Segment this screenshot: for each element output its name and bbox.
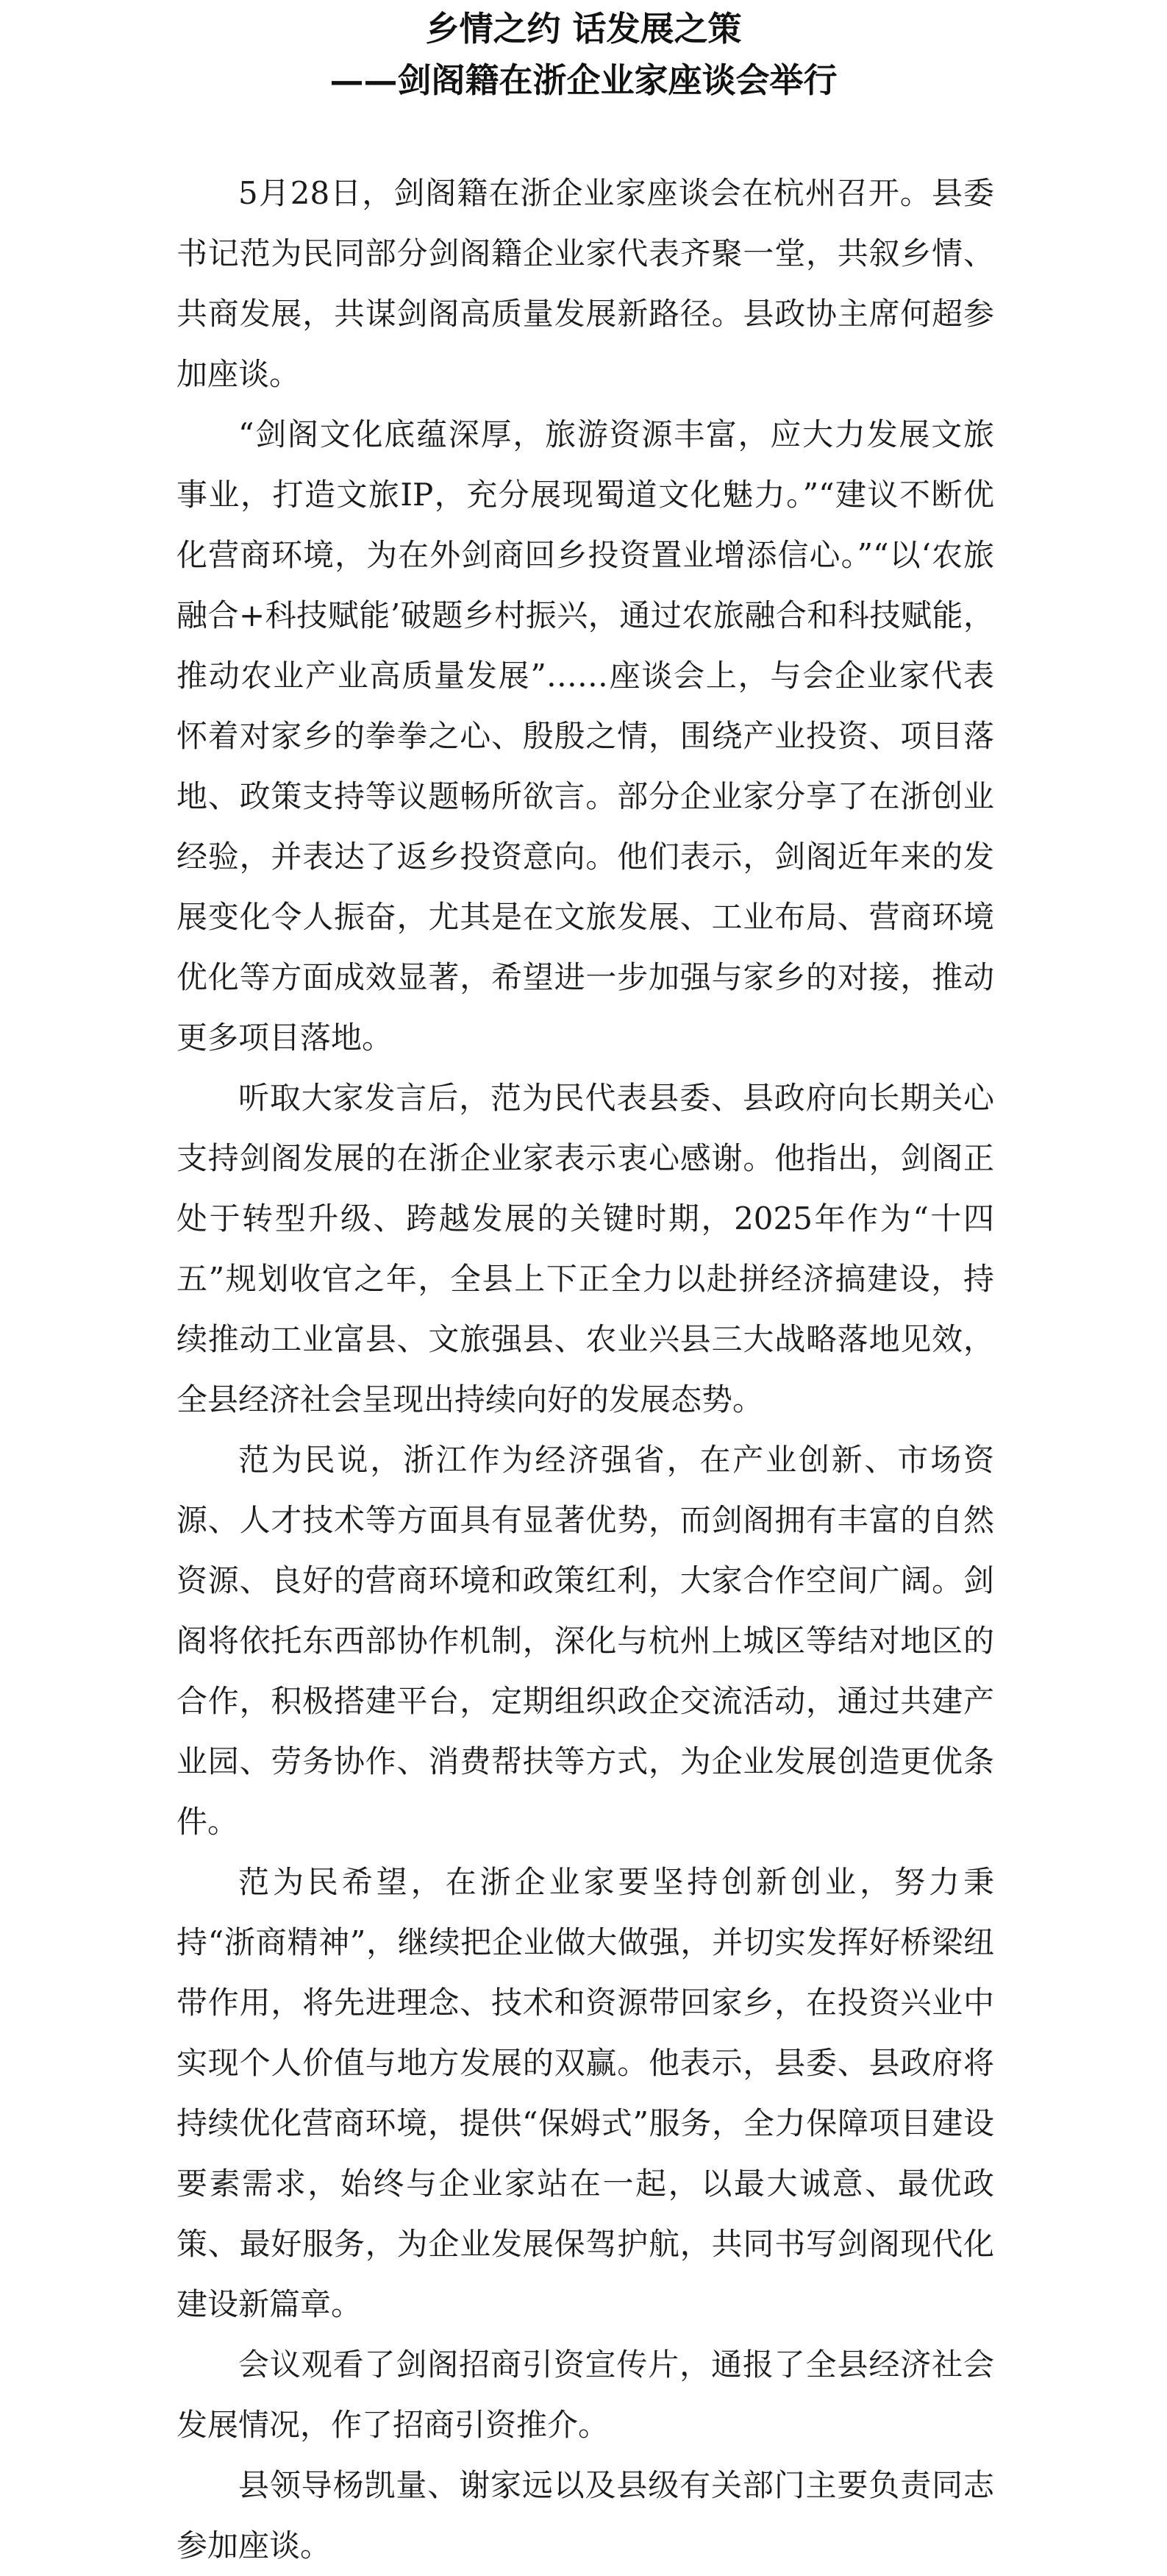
paragraph-2: “剑阁文化底蕴深厚，旅游资源丰富，应大力发展文旅事业，打造文旅IP，充分展现蜀道文化魅力。”“建议不断优化营商环境，为在外剑商回乡投资置业增添信心。”“以‘农旅融合+科技赋能’破题乡村振兴，通过农旅融合和科技赋能，推动农业产业高质量发展”……座谈会上，与会企业家代表怀着对家乡的拳拳之心、殷殷之情，围绕产业投资、项目落地、政策支持等议题畅所欲言。部分企业家分享了在浙创业经验，并表达了返乡投资意向。他们表示，剑阁近年来的发展变化令人振奋，尤其是在文旅发展、工业布局、营商环境优化等方面成效显著，希望进一步加强与家乡的对接，推动更多项目落地。 [176, 416, 994, 1056]
article-body [176, 163, 994, 2576]
title-subtitle: ——剑阁籍在浙企业家座谈会举行 [329, 60, 838, 100]
paragraph-4: 范为民说，浙江作为经济强省，在产业创新、市场资源、人才技术等方面具有显著优势，而剑阁拥有丰富的自然资源、良好的营商环境和政策红利，大家合作空间广阔。剑阁将依托东西部协作机制，深化与杭州上城区等结对地区的合作，积极搭建平台，定期组织政企交流活动，通过共建产业园、劳务协作、消费帮扶等方式，为企业发展创造更优条件。 [176, 1442, 994, 1840]
paragraph-3: 听取大家发言后，范为民代表县委、县政府向长期关心支持剑阁发展的在浙企业家表示衷心感谢。他指出，剑阁正处于转型升级、跨越发展的关键时期，2025年作为“十四五”规划收官之年，全县上下正全力以赴拼经济搞建设，持续推动工业富县、文旅强县、农业兴县三大战略落地见效，全县经济社会呈现出持续向好的发展态势。 [176, 1080, 994, 1417]
paragraph-5: 范为民希望，在浙企业家要坚持创新创业，努力秉持“浙商精神”，继续把企业做大做强，并切实发挥好桥梁纽带作用，将先进理念、技术和资源带回家乡，在投资兴业中实现个人价值与地方发展的双赢。他表示，县委、县政府将持续优化营商环境，提供“保姆式”服务，全力保障项目建设要素需求，始终与企业家站在一起，以最大诚意、最优政策、最好服务，为企业发展保驾护航，共同书写剑阁现代化建设新篇章。 [176, 1864, 994, 2322]
paragraph-1: 5月28日，剑阁籍在浙企业家座谈会在杭州召开。县委书记范为民同部分剑阁籍企业家代表齐聚一堂，共叙乡情、共商发展，共谋剑阁高质量发展新路径。县政协主席何超参加座谈。 [176, 175, 994, 392]
paragraph-6: 会议观看了剑阁招商引资宣传片，通报了全县经济社会发展情况，作了招商引资推介。 [176, 2346, 994, 2443]
article-title [0, 3, 1167, 106]
title-main: 乡情之约 话发展之策 [425, 9, 742, 49]
paragraph-7: 县领导杨凯量、谢家远以及县级有关部门主要负责同志参加座谈。 [176, 2467, 994, 2563]
